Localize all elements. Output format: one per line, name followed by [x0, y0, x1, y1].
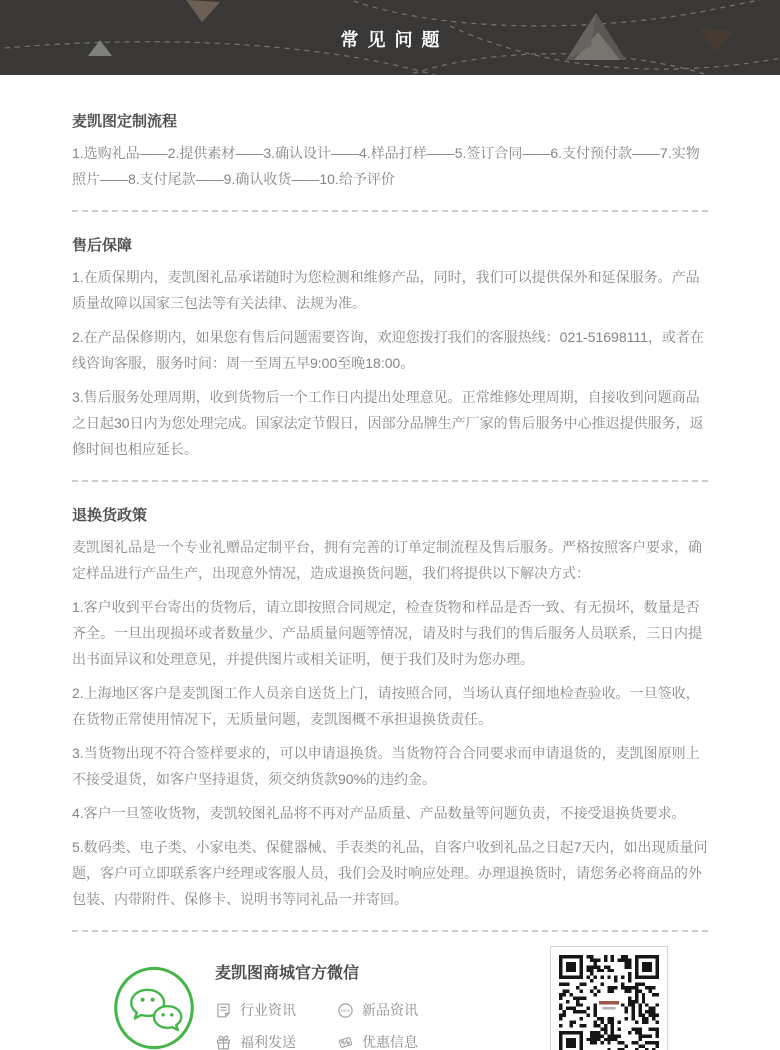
wechat-feature-grid: [215, 1000, 418, 1050]
wechat-icon: [113, 966, 195, 1050]
news-doc-icon: [215, 1002, 232, 1019]
wechat-title: 麦凯图商城官方微信: [215, 965, 360, 982]
dashed-divider: [72, 480, 708, 482]
svg-text:NEW: NEW: [340, 1007, 351, 1013]
section-heading: 售后保障: [72, 237, 133, 254]
paragraph: 2.在产品保修期内，如果您有售后问题需要咨询，欢迎您拨打我们的客服热线：021-51698111，或者在线咨询客服，服务时间：周一至周五早9:00至晚18:00。: [72, 329, 704, 371]
main-content: [0, 112, 780, 1050]
wechat-feature-item: [215, 1032, 337, 1050]
paragraph: 5.数码类、电子类、小家电类、保健器械、手表类的礼品，自客户收到礼品之日起7天内，如出现质量问题，客户可立即联系客户经理或客服人员，我们会及时响应处理。办理退换货时，请您务必将商品的外包装、内带附件、保修卡、说明书等同礼品一并寄回。: [72, 839, 708, 907]
section-custom-process: [72, 112, 708, 192]
paragraph: 2.上海地区客户是麦凯图工作人员亲自送货上门，请按照合同，当场认真仔细地检查验收。一旦签收，在货物正常使用情况下，无质量问题，麦凯图概不承担退换货责任。: [72, 685, 700, 727]
section-heading: 麦凯图定制流程: [72, 113, 178, 130]
page-header: [0, 0, 780, 75]
wechat-feature-label: 福利发送: [240, 1034, 296, 1050]
dashed-divider: [72, 210, 708, 212]
paragraph: 4.客户一旦签收货物，麦凯较图礼品将不再对产品质量、产品数量等问题负责，不接受退换货要求。: [72, 805, 686, 821]
paragraph: 1.客户收到平台寄出的货物后，请立即按照合同规定，检查货物和样品是否一致、有无损坏，数量是否齐全。一旦出现损坏或者数量少、产品质量问题等情况，请及时与我们的售后服务人员联系，三日内提出书面异议和处理意见，并提供图片或相关证明，便于我们及时为您办理。: [72, 599, 702, 667]
dashed-divider: [72, 930, 708, 932]
wechat-feature-label: 优惠信息: [362, 1034, 418, 1050]
paragraph: 麦凯图礼品是一个专业礼赠品定制平台，拥有完善的订单定制流程及售后服务。严格按照客户要求，确定样品进行产品生产，出现意外情况，造成退换货问题，我们将提供以下解决方式：: [72, 539, 702, 581]
wechat-feature-item: [337, 1032, 418, 1050]
coupon-icon: [337, 1034, 354, 1050]
paragraph: 1.在质保期内，麦凯图礼品承诺随时为您检测和维修产品，同时，我们可以提供保外和延保服务。产品质量故障以国家三包法等有关法律、法规为准。: [72, 269, 700, 311]
page-title: 常见问题: [340, 30, 449, 50]
process-steps-text: 1.选购礼品——2.提供素材——3.确认设计——4.样品打样——5.签订合同——6.支付预付款——7.实物照片——8.支付尾款——9.确认收货——10.给予评价: [72, 145, 700, 187]
wechat-feature-label: 行业资讯: [240, 1002, 296, 1018]
new-badge-icon: [337, 1002, 354, 1019]
section-heading: 退换货政策: [72, 507, 148, 524]
wechat-info: [215, 964, 418, 1050]
paragraph: 3.当货物出现不符合签样要求的，可以申请退换货。当货物符合合同要求而申请退货的，麦凯图原则上不接受退货，如客户坚持退货，须交纳货款90%的违约金。: [72, 745, 700, 787]
wechat-feature-item: [337, 1000, 418, 1020]
section-after-sales: [72, 236, 708, 462]
wechat-footer: [72, 946, 708, 1050]
gift-icon: [215, 1034, 232, 1050]
wechat-qr-code: [550, 946, 668, 1050]
paragraph: 3.售后服务处理周期，收到货物后一个工作日内提出处理意见。正常维修处理周期，自接收到问题商品之日起30日内为您处理完成。国家法定节假日，因部分品牌生产厂家的售后服务中心推迟提供服务，返修时间也相应延长。: [72, 389, 704, 457]
wechat-feature-label: 新品资讯: [362, 1002, 418, 1018]
section-return-policy: [72, 506, 708, 912]
wechat-feature-item: [215, 1000, 337, 1020]
